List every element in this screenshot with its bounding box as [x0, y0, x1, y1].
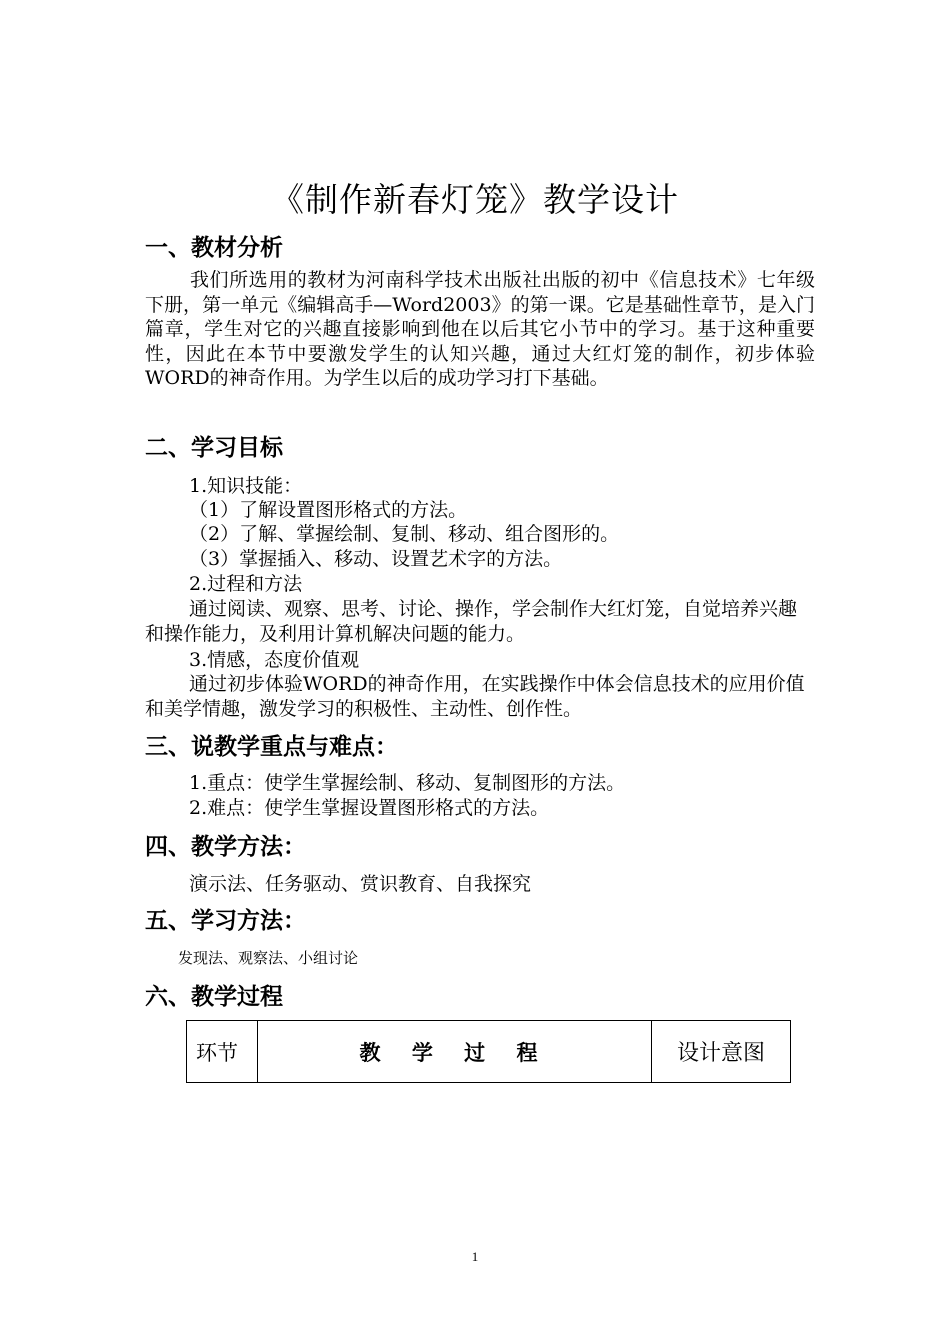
- document-title: 《制作新春灯笼》教学设计: [271, 180, 679, 219]
- goal-process-text: 通过阅读、观察、思考、讨论、操作，学会制作大红灯笼，自觉培养兴趣和操作能力，及利用计算机解决问题的能力。: [145, 598, 798, 645]
- page-number: 1: [471, 1249, 479, 1264]
- table-header-design-intent: 设计意图: [676, 1041, 765, 1066]
- goal-knowledge-line-1: （1）了解设置图形格式的方法。: [189, 499, 468, 521]
- goal-knowledge-line-2: （2）了解、掌握绘制、复制、移动、组合图形的。: [189, 523, 620, 545]
- table-header-process: 教 学 过 程: [258, 1021, 652, 1082]
- textbook-analysis-paragraph: 我们所选用的教材为河南科学技术出版社出版的初中《信息技术》七年级下册，第一单元《编辑高手—Word2003》的第一课。它是基础性章节，是入门篇章，学生对它的兴趣直接影响到他在以后其它小节中的学习。基于这种重要性，因此在本节中要激发学生的认知兴趣，通过大红灯笼的制作，初步体验WORD的神奇作用。为学生以后的成功学习打下基础。: [145, 269, 815, 389]
- goal-process-title: 2.过程和方法: [189, 573, 303, 595]
- section-heading-teaching-methods: 四、教学方法：: [145, 834, 306, 860]
- goal-emotion-title: 3.情感，态度价值观: [189, 649, 360, 671]
- learning-methods-text: 发现法、观察法、小组讨论: [178, 949, 359, 967]
- section-heading-textbook-analysis: 一、教材分析: [145, 235, 283, 261]
- difficult-point: 2.难点：使学生掌握设置图形格式的方法。: [189, 797, 550, 819]
- table-header-stage: 环节: [187, 1021, 258, 1082]
- goal-knowledge-line-3: （3）掌握插入、移动、设置艺术字的方法。: [189, 548, 563, 570]
- section-heading-learning-goals: 二、学习目标: [145, 435, 283, 461]
- section-heading-teaching-process: 六、教学过程: [145, 984, 283, 1010]
- section-heading-learning-methods: 五、学习方法：: [145, 908, 306, 934]
- section-heading-key-difficult-points: 三、说教学重点与难点：: [145, 734, 398, 760]
- teaching-process-table: [186, 1020, 791, 1083]
- key-point: 1.重点：使学生掌握绘制、移动、复制图形的方法。: [189, 772, 626, 794]
- teaching-methods-text: 演示法、任务驱动、赏识教育、自我探究: [189, 873, 532, 895]
- goal-emotion-text: 通过初步体验WORD的神奇作用，在实践操作中体会信息技术的应用价值和美学情趣，激发学习的积极性、主动性、创作性。: [145, 673, 805, 720]
- goal-knowledge-title: 1.知识技能：: [189, 475, 303, 497]
